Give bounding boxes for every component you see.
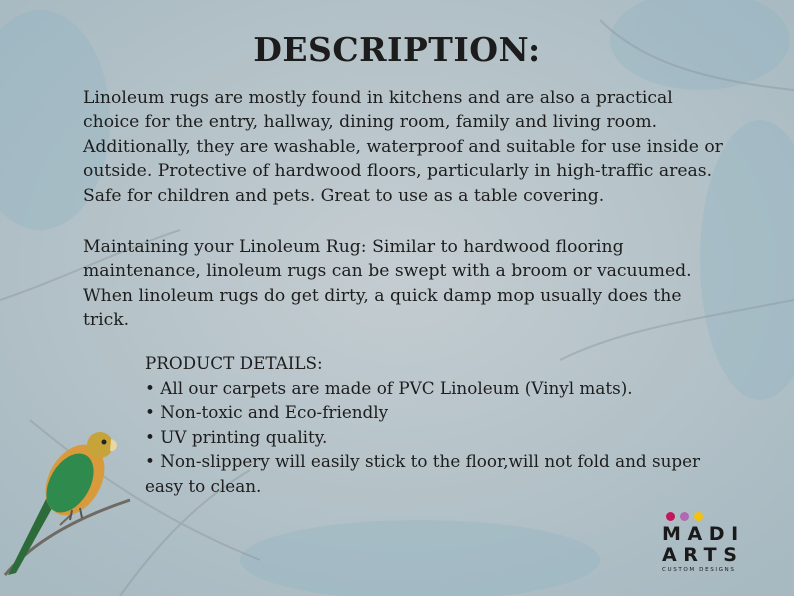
product-details-list <box>145 351 705 499</box>
list-item: • Non-toxic and Eco-friendly <box>145 402 389 423</box>
description-paragraph: Linoleum rugs are mostly found in kitchens and are also a practical choice for the entry, hallway, dining room, family and living room. Additionally, they are washable, waterproof and suitable for use inside or outside. Protective of hardwood floors, particularly in high-traffic areas. Safe for children and pets. Great to use as a table covering. <box>83 88 723 206</box>
parrot-illustration <box>0 425 135 596</box>
dot-icon <box>666 512 675 521</box>
list-item: • UV printing quality. <box>145 426 328 447</box>
list-item: • All our carpets are made of PVC Linoleum (Vinyl mats). <box>145 377 633 398</box>
maintenance-paragraph: Maintaining your Linoleum Rug: Similar to hardwood flooring maintenance, linoleum rugs can be swept with a broom or vacuumed. When linoleum rugs do get dirty, a quick damp mop usually does the trick. <box>83 237 692 331</box>
dot-icon <box>694 512 703 521</box>
logo-line-1: MADI <box>662 523 745 545</box>
product-details-heading: PRODUCT DETAILS: <box>145 353 323 373</box>
madi-arts-logo <box>662 512 762 573</box>
logo-tagline: CUSTOM DESIGNS <box>662 567 736 573</box>
logo-line-2: ARTS <box>662 544 744 566</box>
list-item: • Non-slippery will easily stick to the floor,will not fold and super easy to clean. <box>145 451 701 496</box>
page-title: DESCRIPTION: <box>253 30 541 69</box>
dot-icon <box>680 512 689 521</box>
